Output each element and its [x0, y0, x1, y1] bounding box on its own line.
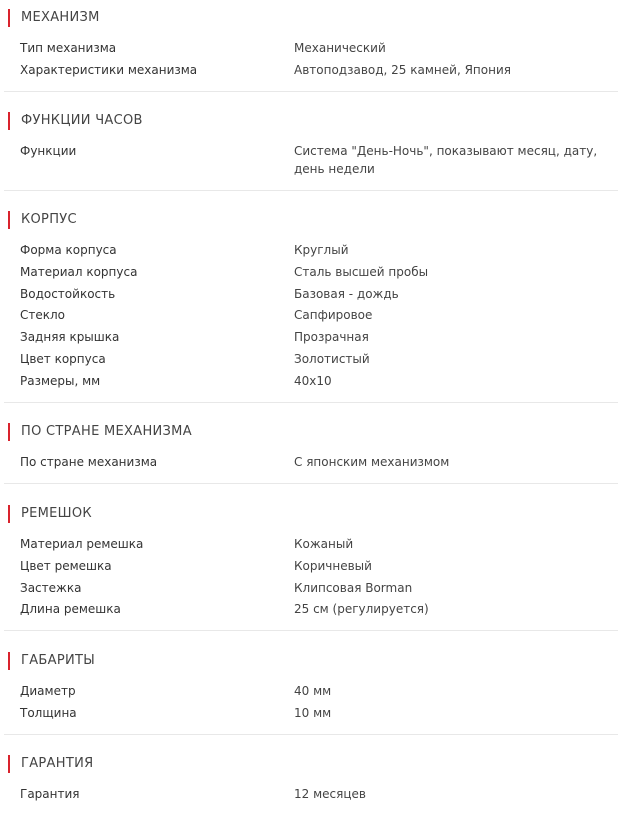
section-dimensions [4, 652, 618, 735]
spec-row [4, 61, 618, 83]
spec-label: Материал ремешка [20, 537, 144, 551]
spec-label: Длина ремешка [20, 602, 121, 617]
spec-value: 40 мм [294, 684, 332, 698]
spec-value: 25 см (регулируется) [294, 602, 429, 617]
spec-row [4, 557, 618, 579]
section-mechanism [4, 9, 618, 92]
section-title: КОРПУС [8, 211, 618, 229]
section-title: МЕХАНИЗМ [8, 9, 618, 27]
spec-row [4, 453, 618, 475]
spec-value: Кожаный [294, 537, 354, 551]
spec-row [4, 350, 618, 372]
spec-label: Характеристики механизма [20, 62, 198, 77]
spec-row [4, 241, 618, 263]
spec-value: Коричневый [294, 558, 372, 573]
section-title: ПО СТРАНЕ МЕХАНИЗМА [8, 423, 618, 441]
section-title: ГАРАНТИЯ [8, 755, 618, 773]
spec-value: С японским механизмом [294, 455, 450, 469]
spec-value: Система "День-Ночь", показывают месяц, дату, день недели [294, 144, 598, 176]
section-watch-functions [4, 112, 618, 191]
section-strap [4, 505, 618, 631]
section-title: ГАБАРИТЫ [8, 652, 618, 670]
spec-value: Прозрачная [294, 330, 369, 345]
spec-value: Сапфировое [294, 308, 373, 323]
spec-label: Цвет ремешка [20, 558, 112, 573]
section-case [4, 211, 618, 403]
section-title: РЕМЕШОК [8, 505, 618, 523]
spec-row [4, 39, 618, 61]
spec-value: Круглый [294, 243, 349, 257]
section-mechanism-country [4, 423, 618, 484]
spec-value: 12 месяцев [294, 787, 366, 801]
spec-label: Водостойкость [20, 286, 116, 301]
spec-label: Застежка [20, 580, 82, 595]
spec-value: 10 мм [294, 705, 332, 720]
spec-row [4, 785, 618, 807]
section-title: ФУНКЦИИ ЧАСОВ [8, 112, 618, 130]
spec-label: Форма корпуса [20, 243, 117, 257]
spec-row [4, 263, 618, 285]
spec-value: Базовая - дождь [294, 286, 399, 301]
section-warranty [4, 755, 618, 815]
spec-label: Цвет корпуса [20, 351, 106, 366]
spec-label: Задняя крышка [20, 330, 120, 345]
spec-label: Тип механизма [20, 41, 117, 55]
spec-label: Функции [20, 144, 77, 158]
spec-label: По стране механизма [20, 455, 158, 469]
spec-row [4, 682, 618, 704]
spec-value: 40x10 [294, 373, 332, 388]
spec-row [4, 285, 618, 307]
spec-row [4, 704, 618, 726]
spec-row [4, 372, 618, 394]
spec-label: Материал корпуса [20, 264, 138, 279]
spec-value: Сталь высшей пробы [294, 264, 429, 279]
spec-label: Гарантия [20, 787, 80, 801]
spec-row [4, 306, 618, 328]
spec-row [4, 328, 618, 350]
spec-row [4, 535, 618, 557]
spec-value: Механический [294, 41, 386, 55]
spec-value: Золотистый [294, 351, 370, 366]
spec-value: Клипсовая Borman [294, 580, 413, 595]
spec-value: Автоподзавод, 25 камней, Япония [294, 62, 511, 77]
spec-row [4, 579, 618, 601]
spec-label: Диаметр [20, 684, 76, 698]
spec-row [4, 600, 618, 622]
spec-label: Размеры, мм [20, 373, 101, 388]
spec-label: Толщина [20, 705, 77, 720]
spec-row [4, 142, 618, 178]
spec-label: Стекло [20, 308, 66, 323]
